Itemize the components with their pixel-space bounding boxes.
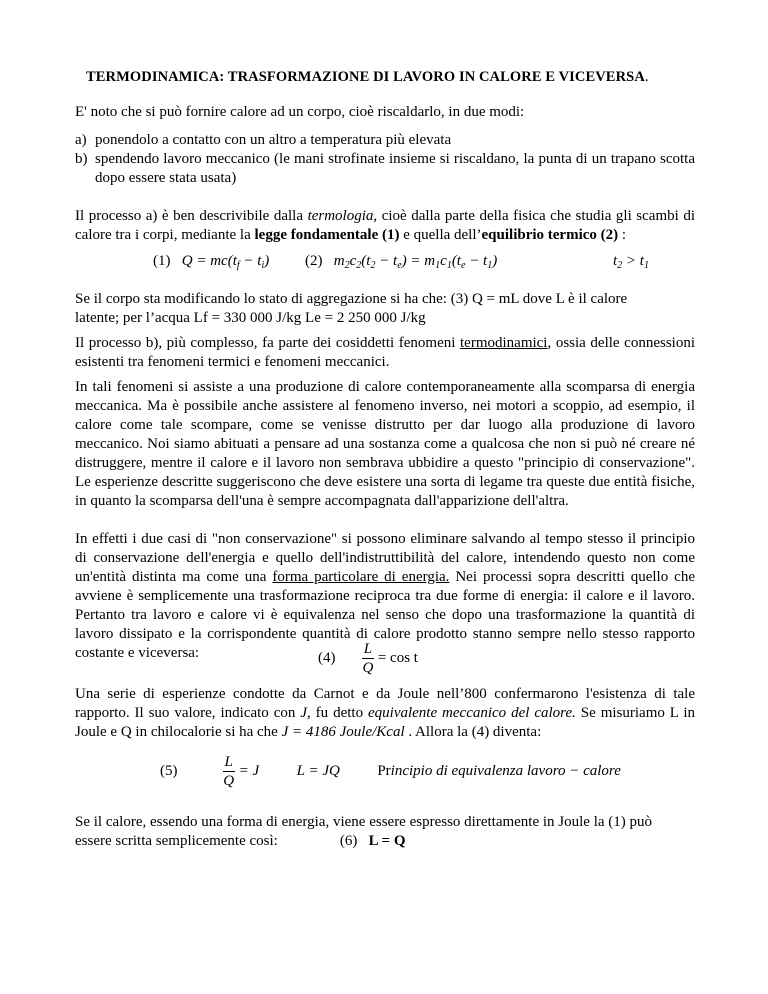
carnot-joule-paragraph: Una serie di esperienze condotte da Carnot e da Joule nell’800 confermarono l'esistenza di tale rapporto. Il suo valore, indicato con J, fu detto equivalente meccanico del calore. Se misuriamo L in Joule e Q in chilocalorie si ha che J = 4186 Joule/Kcal . Allora la (4) diventa:	[75, 686, 695, 740]
equation-6: L = Q	[368, 833, 406, 849]
phenomena-paragraph: In tali fenomeni si assiste a una produzione di calore contemporaneamente alla scomparsa di energia meccanica. Ma è possibile anche assistere al fenomeno inverso, nei motori a scoppio, ad esempio, il calore come tale scompare, come se venisse distrutto per dar luogo alla produzione di lavoro meccanico. Noi siamo abituati a pensare ad una sostanza come a qualcosa che non si può né creare né distruggere, mentre il calore e il lavoro non sembrava ubbidire a questo "principio di conservazione". Le esperienze descritte suggeriscono che deve esistere una sorta di legame tra queste due entità fisiche, in quanto la scomparsa dell'una è sempre accompagnata dall'apparizione dell'altra.	[75, 379, 695, 509]
equivalence-paragraph: In effetti i due casi di "non conservazione" si possono eliminare salvando al tempo stesso il principio di conservazione dell'energia e quello dell'indistruttibilità del calore, intendendo questo non come un'entità distinta ma come una forma particolare di energia. Nei processi sopra descritti quello che avviene è semplicemente una trasformazione reciproca tra due forme di energia: il calore e il lavoro. Pertanto tra lavoro e calore vi è equivalenza nel senso che dopo una trasformazione la quantità di lavoro dissipato e la corrispondente quantità di calore prodotto stanno sempre nello stesso rapporto costante e viceversa:	[75, 531, 695, 661]
document-title: TERMODINAMICA: TRASFORMAZIONE DI LAVORO IN CALORE E VICEVERSA.	[86, 69, 649, 85]
equation-2: (2) $m_2c_2(t_2 - t_e) = m_1c_1(t_e - t_1)$	[305, 253, 498, 271]
equation-5-fraction: $\frac{L}{Q}$	[223, 754, 235, 789]
joule-paragraph: Se il calore, essendo una forma di energia, viene essere espresso direttamente in Joule la (1) può essere scritta semplicemente così: (6) L = Q	[75, 814, 653, 849]
equation-4: (4) $\frac{L}{Q}$ = cos t	[318, 641, 418, 676]
termologia-paragraph: Il processo a) è ben descrivibile dalla termologia, cioè dalla parte della fisica che studia gli scambi di calore tra i corpi, mediante la legge fondamentale (1) e quella dell’equilibrio termico (2) :	[75, 208, 695, 243]
list-item-b: b) spendendo lavoro meccanico (le mani strofinate insieme si riscaldano, la punta di un trapano scotta dopo essere stata usata)	[75, 151, 695, 186]
intro-paragraph: E' noto che si può fornire calore ad un corpo, cioè riscaldarlo, in due modi:	[75, 104, 525, 120]
process-b-paragraph: Il processo b), più complesso, fa parte dei cosiddetti fenomeni termodinamici, ossia delle connessioni esistenti tra fenomeni termici e fenomeni meccanici.	[75, 335, 695, 370]
equation-4-fraction: $\frac{L}{Q}$	[362, 641, 374, 676]
equation-1: (1) $Q = mc(t_f - t_i)$	[153, 253, 270, 271]
equation-5: (5) $\frac{L}{Q}$ = J L = JQ Principio di equivalenza lavoro − calore	[160, 754, 621, 789]
method-list	[75, 131, 695, 188]
latent-heat-paragraph: Se il corpo sta modificando lo stato di aggregazione si ha che: (3) Q = mL dove L è il calore latente; per l’acqua Lf = 330 000 J/kg Le = 2 250 000 J/kg	[75, 291, 628, 326]
temperature-condition: $t_2 > t_1$	[613, 253, 649, 271]
list-item-a: a) ponendolo a contatto con un altro a temperatura più elevata	[75, 132, 452, 148]
